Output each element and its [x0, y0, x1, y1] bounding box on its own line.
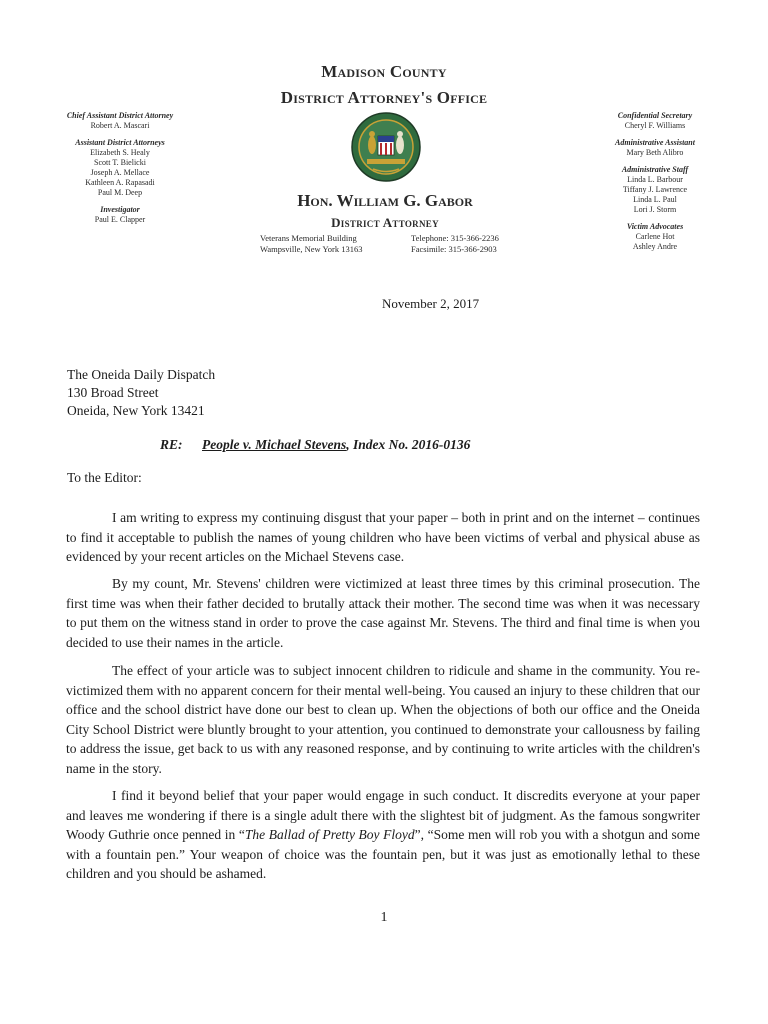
staff-role: Administrative Staff: [621, 165, 689, 174]
office-title-line2: District Attorney's Office: [280, 88, 488, 107]
staff-name: Linda L. Paul: [633, 195, 677, 204]
staff-name: Elizabeth S. Healy: [90, 148, 150, 157]
paragraph-4: [66, 786, 700, 884]
page-number: 1: [380, 910, 388, 925]
office-address: [260, 233, 400, 255]
staff-name: Lori J. Storm: [633, 205, 677, 214]
district-attorney-name: Hon. William G. Gabor: [297, 191, 473, 210]
song-title: The Ballad of Pretty Boy Floyd: [244, 827, 415, 842]
re-line: [160, 437, 470, 453]
staff-role: Chief Assistant District Attorney: [66, 111, 174, 120]
recipient-line: Oneida, New York 13421: [67, 403, 205, 418]
staff-name: Joseph A. Mellace: [90, 168, 150, 177]
staff-name: Robert A. Mascari: [90, 121, 150, 130]
staff-name: Paul E. Clapper: [94, 215, 146, 224]
office-title-line1: Madison County: [321, 62, 447, 81]
address-building: Veterans Memorial Building: [260, 233, 357, 243]
staff-role: Administrative Assistant: [615, 138, 695, 147]
staff-role: Investigator: [100, 205, 140, 214]
recipient-line: The Oneida Daily Dispatch: [67, 367, 216, 382]
paragraph-4-text: I find it beyond belief that your paper would engage in such conduct. It discredits everyone at your paper and leaves me wondering if there is a single adult there with the slightest bit of judgment. As the famous songwriter Woody Guthrie once penned in “: [66, 788, 700, 842]
staff-name: Kathleen A. Rapasadi: [85, 178, 155, 187]
office-contact: [411, 233, 541, 255]
district-attorney-title: District Attorney: [331, 215, 439, 230]
fax-number: 315-366-2903: [448, 244, 497, 254]
paragraph-3: The effect of your article was to subject innocent children to ridicule and shame in the community. You re-victimized them with no apparent concern for their mental well-being. You caused an injury to these children that our office and the school district have done our best to clean up. When the objections of both our office and the Oneida City School District were bluntly brought to your attention, you continued to demonstrate your callousness by failing to address the issue, get back to us with any reasoned response, and by continuing to write articles with the children's name in the story.: [66, 663, 700, 776]
staff-role: Confidential Secretary: [617, 111, 693, 120]
letter-date: November 2, 2017: [382, 296, 480, 311]
staff-name: Mary Beth Alibro: [626, 148, 684, 157]
paragraph-4-text: ”, “Some men will rob you with a shotgun and some with a fountain pen.” Your weapon of choice was the fountain pen, but it was just as emotionally lethal to these children and you should be ashamed.: [66, 827, 700, 881]
fax-label: Facsimile:: [411, 244, 447, 254]
left-staff-list: [30, 111, 210, 225]
staff-name: Tiffany J. Lawrence: [622, 185, 688, 194]
phone-number: 315-366-2236: [450, 233, 499, 243]
staff-name: Linda L. Barbour: [627, 175, 683, 184]
recipient-line: 130 Broad Street: [67, 385, 159, 400]
staff-name: Cheryl F. Williams: [624, 121, 686, 130]
re-case-name: People v. Michael Stevens: [202, 437, 347, 452]
paragraph-2: By my count, Mr. Stevens' children were victimized at least three times by this criminal prosecution. The first time was when their father decided to brutally attack their mother. The second time was when it was necessary to put them on the witness stand in order to prove the case against Mr. Stevens. The third and final time is when you decided to use their names in the article.: [66, 576, 700, 650]
staff-role: Victim Advocates: [626, 222, 684, 231]
right-staff-list: [585, 111, 725, 252]
staff-name: Paul M. Deep: [97, 188, 143, 197]
staff-role: Assistant District Attorneys: [75, 138, 165, 147]
staff-name: Ashley Andre: [632, 242, 678, 251]
re-label: RE:: [160, 437, 183, 452]
recipient-address: [67, 366, 215, 420]
county-seal-icon: [351, 112, 421, 182]
phone-label: Telephone:: [411, 233, 449, 243]
re-index: , Index No. 2016-0136: [346, 437, 471, 452]
address-city: Wampsville, New York 13163: [260, 244, 363, 254]
paragraph-1: I am writing to express my continuing disgust that your paper – both in print and on the internet – continues to find it acceptable to publish the names of young children who have been victims of verbal and physical abuse as evidenced by your recent articles on the Michael Stevens case.: [66, 510, 700, 564]
staff-name: Carlene Hot: [635, 232, 675, 241]
salutation: To the Editor:: [67, 470, 142, 485]
staff-name: Scott T. Bielicki: [94, 158, 146, 167]
